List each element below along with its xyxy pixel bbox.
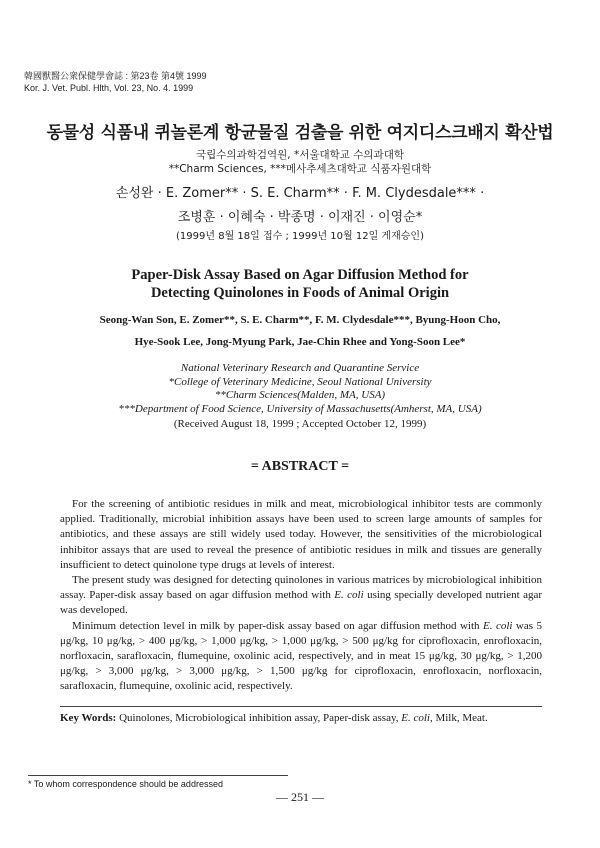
affiliation-line: National Veterinary Research and Quarantine Service xyxy=(180,362,420,374)
english-authors-1: Seong-Wan Son, E. Zomer**, S. E. Charm**, F. M. Clydesdale***, Byung-Hoon Cho, xyxy=(99,314,501,326)
korean-affiliation-1: 국립수의과학검역원, *서울대학교 수의과대학 xyxy=(196,149,404,161)
affiliation-line: *College of Veterinary Medicine, Seoul National University xyxy=(168,375,432,388)
abstract-heading: = ABSTRACT = xyxy=(250,459,350,474)
english-title xyxy=(0,266,600,302)
affiliation-line: ***Department of Food Science, University of Massachusetts(Amherst, MA, USA) xyxy=(118,402,482,415)
korean-title: 동물성 식품내 퀴놀론계 항균물질 검출을 위한 여지디스크배지 확산법 xyxy=(46,123,554,143)
english-title-line-1: Paper-Disk Assay Based on Agar Diffusion Method for xyxy=(131,267,469,283)
english-authors-2: Hye-Sook Lee, Jong-Myung Park, Jae-Chin Rhee and Yong-Soon Lee* xyxy=(134,336,466,348)
keywords xyxy=(60,712,542,724)
footnote-divider xyxy=(28,775,288,776)
abstract-body xyxy=(60,497,542,695)
english-title-line-2: Detecting Quinolones in Foods of Animal Origin xyxy=(150,285,450,301)
english-affiliations xyxy=(0,362,600,416)
journal-header xyxy=(24,70,207,94)
abstract-paragraph: Minimum detection level in milk by paper-disk assay based on agar diffusion method with E. coli was 5 μg/kg, 10 μg/kg, > 400 μg/kg, > 1,000 μg/kg, > 1,000 μg/kg, > 500 μg/kg for ciprofloxacin, enrofloxacin, norfloxacin, sarafloxacin, flumequine, oxolinic acid, respectively, and in meat 15 μg/kg, 30 μg/kg, > 1,200 μg/kg, > 3,000 μg/kg, > 3,000 μg/kg, > 1,500 μg/kg for ciprofloxacin, enrofloxacin, norfloxacin, sarafloxacin, flumequine, oxolinic acid, respectively. xyxy=(60,619,542,693)
korean-authors-2: 조병훈 · 이혜숙 · 박종명 · 이재진 · 이영순* xyxy=(177,210,423,225)
affiliation-line: **Charm Sciences(Malden, MA, USA) xyxy=(214,389,386,401)
footnote: * To whom correspondence should be addressed xyxy=(28,779,223,789)
keywords-label: Key Words: xyxy=(60,712,117,724)
abstract-paragraph: The present study was designed for detecting quinolones in various matrices by microbiological inhibition assay. Paper-disk assay based on agar diffusion method with E. coli using specially developed nutrient agar was developed. xyxy=(60,574,543,617)
page-number: — 251 — xyxy=(276,790,324,804)
english-dates: (Received August 18, 1999 ; Accepted October 12, 1999) xyxy=(173,418,427,430)
korean-dates: (1999년 8월 18일 접수 ; 1999년 10월 12일 게재승인) xyxy=(176,231,424,242)
korean-authors-1: 손성완 · E. Zomer** · S. E. Charm** · F. M. Clydesdale*** · xyxy=(115,186,485,201)
keywords-text: Quinolones, Microbiological inhibition assay, Paper-disk assay, E. coli, Milk, Meat. xyxy=(119,712,488,724)
journal-en-line: Kor. J. Vet. Publ. Hlth, Vol. 23, No. 4. 1999 xyxy=(24,83,194,93)
journal-kr-line: 韓國獸醫公衆保健學會誌 : 第23卷 第4號 1999 xyxy=(24,71,207,81)
keywords-divider xyxy=(60,706,542,707)
korean-affiliation-2: **Charm Sciences, ***메사추세츠대학교 식품자원대학 xyxy=(168,163,432,175)
abstract-paragraph: For the screening of antibiotic residues in milk and meat, microbiological inhibitor tests are commonly applied. Traditionally, microbial inhibition assays have been used to screen large amounts of samples for antibiotics, and these assays are still widely used today. However, the sensitivities of the microbiological inhibitor assays that are used to reveal the presence of antibiotic residues in milk and tissues are generally insufficient to detect quinolone type drugs at levels of interest. xyxy=(60,498,542,571)
